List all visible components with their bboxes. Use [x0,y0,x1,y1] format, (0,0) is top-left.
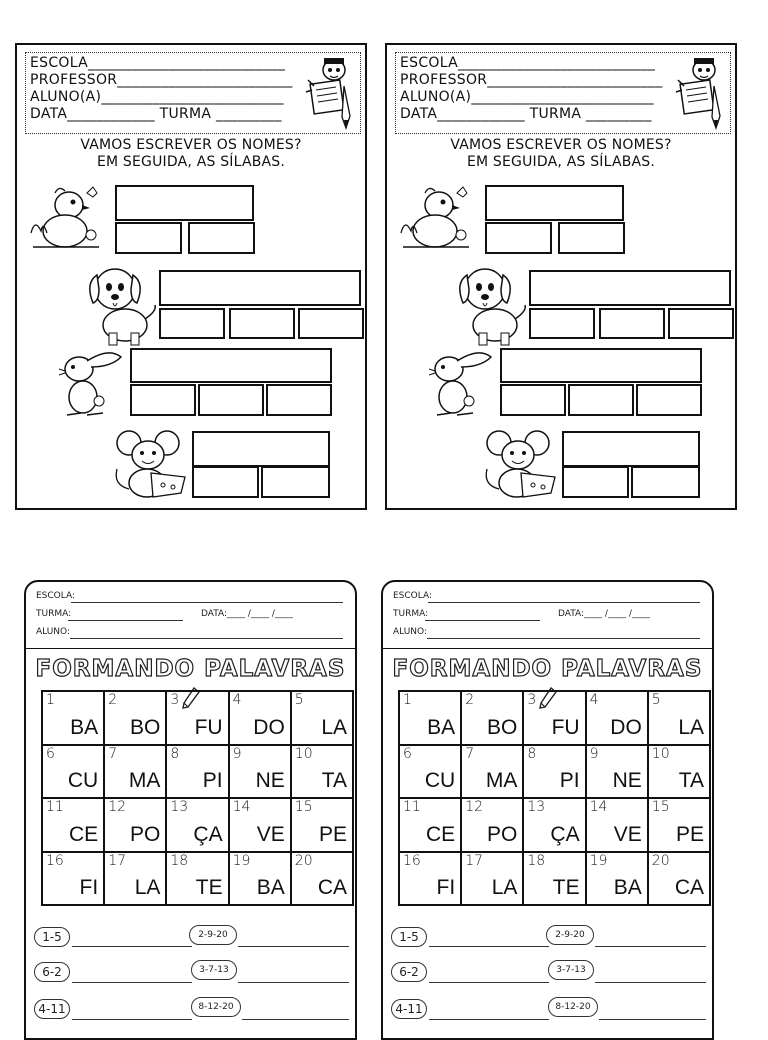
mouse-name-box[interactable] [192,431,330,467]
cell-syllable: PE [675,822,704,846]
cell-number: 16 [46,852,64,869]
cell-syllable: BO [130,715,161,739]
syllable-cell [586,852,648,906]
cell-syllable: LA [491,876,518,899]
mouse-drawing-icon [109,427,189,503]
cell-syllable: ÇA [193,822,223,846]
date-class-line: DATA____________ TURMA _________ [30,106,282,122]
cell-number: 8 [170,745,180,762]
dog-drawing-icon [455,261,531,347]
rabbit-drawing-icon [427,349,495,419]
header-divider [26,648,355,649]
title-text: FORMANDO PALAVRAS [392,656,703,682]
chick-syllable-box-1[interactable] [115,222,182,254]
clue-cloud: 3-7-13 [191,960,237,980]
cell-syllable: BA [70,715,99,739]
syllable-cell [166,745,228,799]
syllable-cell [229,798,291,852]
cell-number: 9 [232,745,242,762]
syllable-cell [461,798,523,852]
answer-line[interactable] [238,946,349,947]
rabbit-name-box[interactable] [130,348,332,383]
cell-syllable: FU [194,715,223,739]
instruction-line-2: EM SEGUIDA, AS SÍLABAS. [96,154,286,170]
answer-line[interactable] [72,982,192,983]
cell-syllable: CE [69,822,99,846]
worksheet-header [395,52,731,134]
syllable-cell [461,852,523,906]
cell-number: 11 [46,799,64,815]
syllable-cell [229,852,291,906]
cell-number: 7 [108,745,118,762]
cell-syllable: BA [256,876,285,899]
cell-syllable: TE [195,876,223,899]
syllable-cell [229,745,291,799]
dog-syllable-box-3[interactable] [298,308,364,339]
cell-syllable: BA [613,876,642,899]
cell-number: 7 [465,745,475,762]
school-field-line[interactable] [71,602,343,603]
syllable-cell [166,798,228,852]
school-label: ESCOLA: [393,591,433,601]
cell-number: 16 [403,852,421,869]
cell-number: 17 [465,852,484,869]
clue-cloud: 3-7-13 [548,960,594,980]
chick-name-box[interactable] [485,185,624,221]
cell-syllable: VE [613,822,642,846]
cell-syllable: TA [678,769,704,792]
dog-syllable-box-1[interactable] [159,308,225,339]
syllable-cell [291,691,353,745]
cell-number: 20 [294,852,313,869]
cell-syllable: TA [321,769,347,792]
answer-line[interactable] [595,946,706,947]
cell-number: 18 [170,852,189,869]
syllable-cell [586,745,648,799]
syllable-cell [291,798,353,852]
syllable-cell [291,852,353,906]
syllable-cell [399,745,461,799]
syllable-cell [586,798,648,852]
instruction-line-1: VAMOS ESCREVER OS NOMES? [80,137,302,153]
cell-syllable: VE [256,822,285,846]
dog-syllable-box-2[interactable] [229,308,295,339]
syllable-cell [104,745,166,799]
student-field-line[interactable] [70,638,343,639]
syllable-grid [398,690,711,906]
clue-cloud: 2-9-20 [189,925,237,945]
mouse-syllable-box-2[interactable] [261,466,330,498]
cell-number: 10 [651,745,670,762]
syllable-cell [291,745,353,799]
cell-number: 14 [232,799,251,815]
clue-cloud: 1-5 [34,927,70,947]
cell-syllable: TE [552,876,580,899]
cell-syllable: PO [487,822,518,846]
syllable-cell [648,852,710,906]
cell-syllable: CA [674,876,704,899]
syllable-cell [648,798,710,852]
cell-syllable: CU [424,769,456,792]
syllable-cell [104,798,166,852]
cell-number: 19 [232,852,251,869]
cell-syllable: NE [255,769,285,792]
school-line: ESCOLA___________________________ [30,55,286,71]
class-field-line[interactable] [68,620,183,621]
cell-number: 9 [589,745,599,762]
clue-cloud: 4-11 [34,999,70,1019]
school-line: ESCOLA___________________________ [400,55,656,71]
student-line: ALUNO(A)_________________________ [400,89,654,105]
cell-number: 5 [651,692,661,708]
cell-number: 4 [589,692,599,708]
clue-cloud: 6-2 [391,962,427,982]
dog-name-box[interactable] [529,270,731,306]
clue-cloud: 4-11 [391,999,427,1019]
cell-number: 12 [465,799,484,815]
name-worksheet-right [385,43,737,510]
dog-name-box[interactable] [159,270,361,306]
word-building-worksheet-left [24,580,357,1040]
school-label: ESCOLA: [36,591,76,601]
rabbit-syllable-box-1[interactable] [500,384,566,416]
student-line: ALUNO(A)_________________________ [30,89,284,105]
name-worksheet-left [15,43,367,510]
teacher-line: PROFESSOR________________________ [400,72,663,88]
rabbit-syllable-box-3[interactable] [266,384,332,416]
mouse-drawing-icon [479,427,559,503]
rabbit-syllable-box-2[interactable] [568,384,634,416]
mouse-syllable-box-1[interactable] [192,466,259,498]
syllable-cell [523,852,585,906]
title-text: FORMANDO PALAVRAS [35,656,346,682]
syllable-cell [399,798,461,852]
rabbit-drawing-icon [57,349,125,419]
cell-syllable: CE [426,822,456,846]
chick-syllable-box-2[interactable] [188,222,255,254]
cell-number: 3 [527,692,537,708]
cell-number: 18 [527,852,546,869]
cell-syllable: NE [612,769,642,792]
syllable-cell [104,691,166,745]
cell-number: 1 [403,692,412,708]
cell-number: 8 [527,745,537,762]
cell-number: 2 [465,692,475,708]
cell-syllable: FU [551,715,580,739]
syllable-cell [523,745,585,799]
chick-syllable-box-2[interactable] [558,222,625,254]
rabbit-name-box[interactable] [500,348,702,383]
worksheet-header [25,52,361,134]
answer-line[interactable] [242,1019,349,1020]
cell-number: 2 [108,692,118,708]
cell-number: 10 [294,745,313,762]
cell-syllable: CA [317,876,347,899]
cell-syllable: BO [487,715,518,739]
dog-syllable-box-3[interactable] [668,308,734,339]
syllable-cell [42,691,104,745]
syllable-cell [229,691,291,745]
cell-syllable: PI [559,769,580,792]
chick-name-box[interactable] [115,185,254,221]
chick-drawing-icon [397,183,475,253]
cell-number: 17 [108,852,127,869]
syllable-cell [523,691,585,745]
mouse-syllable-box-2[interactable] [631,466,700,498]
teacher-line: PROFESSOR________________________ [30,72,293,88]
cell-number: 6 [403,745,412,762]
date-label: DATA:____ /____ /____ [201,609,293,619]
rabbit-syllable-box-3[interactable] [636,384,702,416]
syllable-cell [104,852,166,906]
cell-syllable: DO [610,715,642,739]
cell-syllable: PI [202,769,223,792]
mouse-syllable-box-1[interactable] [562,466,629,498]
cell-number: 14 [589,799,608,815]
answer-line[interactable] [72,946,192,947]
syllable-cell [166,852,228,906]
answer-line[interactable] [238,982,349,983]
clue-cloud: 1-5 [391,927,427,947]
student-label: ALUNO: [393,627,428,637]
teacher-cartoon-icon [674,56,726,132]
teacher-cartoon-icon [304,56,356,132]
student-label: ALUNO: [36,627,71,637]
cell-syllable: BA [427,715,456,739]
cell-syllable: FI [436,876,456,899]
cell-syllable: PE [318,822,347,846]
cell-number: 11 [403,799,421,815]
dog-syllable-box-1[interactable] [529,308,595,339]
instruction-line-1: VAMOS ESCREVER OS NOMES? [450,137,672,153]
dog-syllable-box-2[interactable] [599,308,665,339]
cell-number: 4 [232,692,242,708]
syllable-cell [523,798,585,852]
cell-syllable: LA [321,715,347,739]
rabbit-syllable-box-1[interactable] [130,384,196,416]
chick-syllable-box-1[interactable] [485,222,552,254]
syllable-cell [461,691,523,745]
answer-line[interactable] [599,1019,706,1020]
student-field-line[interactable] [427,638,700,639]
cell-syllable: LA [134,876,161,899]
date-label: DATA:____ /____ /____ [558,609,650,619]
instruction-line-2: EM SEGUIDA, AS SÍLABAS. [466,154,656,170]
cell-number: 13 [527,799,546,815]
syllable-cell [42,798,104,852]
chick-drawing-icon [27,183,105,253]
cell-number: 20 [651,852,670,869]
cell-syllable: FI [79,876,99,899]
cell-number: 19 [589,852,608,869]
syllable-cell [42,852,104,906]
syllable-cell [399,852,461,906]
date-class-line: DATA____________ TURMA _________ [400,106,652,122]
cell-number: 1 [46,692,55,708]
school-field-line[interactable] [428,602,700,603]
header-divider [383,648,712,649]
syllable-cell [586,691,648,745]
mouse-name-box[interactable] [562,431,700,467]
class-label: TURMA: [36,609,72,619]
syllable-cell [42,745,104,799]
cell-number: 12 [108,799,127,815]
syllable-grid [41,690,354,906]
answer-line[interactable] [429,1019,549,1020]
cell-syllable: LA [678,715,704,739]
syllable-cell [399,691,461,745]
cell-number: 15 [651,799,670,815]
word-building-worksheet-right [381,580,714,1040]
clue-cloud: 8-12-20 [548,997,598,1017]
syllable-cell [648,745,710,799]
class-label: TURMA: [393,609,429,619]
syllable-cell [461,745,523,799]
cell-number: 6 [46,745,55,762]
cell-number: 3 [170,692,180,708]
answer-line[interactable] [595,982,706,983]
cell-syllable: MA [128,769,161,792]
cell-syllable: MA [485,769,518,792]
syllable-cell [166,691,228,745]
clue-cloud: 8-12-20 [191,997,241,1017]
syllable-cell [648,691,710,745]
cell-syllable: ÇA [550,822,580,846]
rabbit-syllable-box-2[interactable] [198,384,264,416]
class-field-line[interactable] [425,620,540,621]
cell-number: 15 [294,799,313,815]
answer-line[interactable] [429,946,549,947]
cell-syllable: DO [253,715,285,739]
cell-syllable: CU [67,769,99,792]
cell-syllable: PO [130,822,161,846]
answer-line[interactable] [72,1019,192,1020]
clue-cloud: 6-2 [34,962,70,982]
cell-number: 13 [170,799,189,815]
cell-number: 5 [294,692,304,708]
answer-line[interactable] [429,982,549,983]
dog-drawing-icon [85,261,161,347]
clue-cloud: 2-9-20 [546,925,594,945]
